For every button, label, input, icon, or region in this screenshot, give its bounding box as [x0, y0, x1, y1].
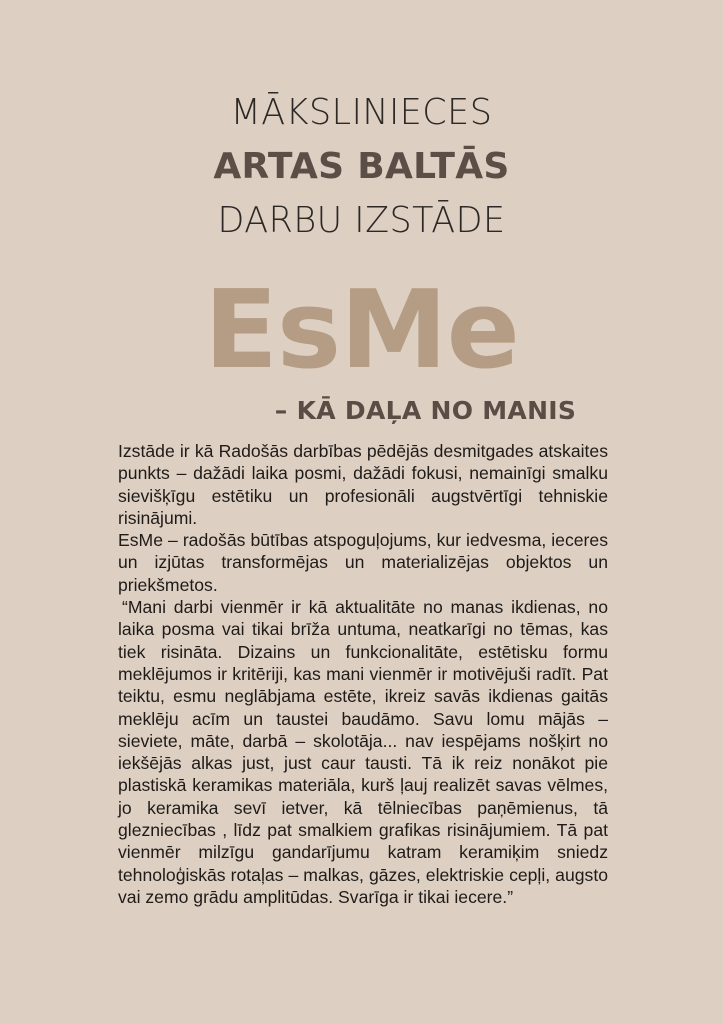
- exhibition-title: EsMe: [204, 268, 519, 393]
- header-line-exhibition: DARBU IZSTĀDE: [217, 200, 506, 241]
- header-line-artist-name: ARTAS BALTĀS: [213, 146, 510, 187]
- paragraph-esme: EsMe – radošās būtības atspoguļojums, kur iedvesma, ieceres un izjūtas transformējas un materializējas objektos un priekšmetos.: [118, 530, 608, 595]
- exhibition-subtitle: – KĀ DAĻA NO MANIS: [274, 396, 577, 425]
- exhibition-header: [0, 86, 723, 248]
- paragraph-intro: Izstāde ir kā Radošās darbības pēdējās desmitgades atskaites punkts – dažādi laika posmi, dažādi fokusi, nemainīgi smalku sievišķīgu estētiku un profesionāli augstvērtīgi tehniskie risinājumi.: [118, 441, 608, 528]
- header-line-artist-label: MĀKSLINIECES: [230, 92, 493, 133]
- paragraph-artist-quote: “Mani darbi vienmēr ir kā aktualitāte no manas ikdienas, no laika posma vai tikai brīža untuma, neatkarīgi no tēmas, kas tiek risināta. Dizains un funkcionalitāte, estētisku formu meklējumos ir kritēriji, kas mani vienmēr ir motivējuši radīt. Pat teiktu, esmu neglābjama estēte, ikreiz savās ikdienas gaitās meklēju acīm un taustei baudāmo. Savu lomu mājās – sieviete, māte, darbā – skolotāja... nav iespējams nošķirt no iekšējās alkas just, just caur tausti. Tā ik reiz nonākot pie plastiskā keramikas materiāla, kurš ļauj realizēt savas vēlmes, jo keramika sevī ietver, kā tēlniecības paņēmienus, tā glezniecības , līdz pat smalkiem grafikas risinājumiem. Tā pat vienmēr milzīgu gandarījumu katram keramiķim sniedz tehnoloģiskās rotaļas – malkas, gāzes, elektriskie cepļi, augsto vai zemo grādu amplitūdas. Svarīga ir tikai iecere.”: [118, 597, 608, 907]
- description-text: [118, 440, 608, 908]
